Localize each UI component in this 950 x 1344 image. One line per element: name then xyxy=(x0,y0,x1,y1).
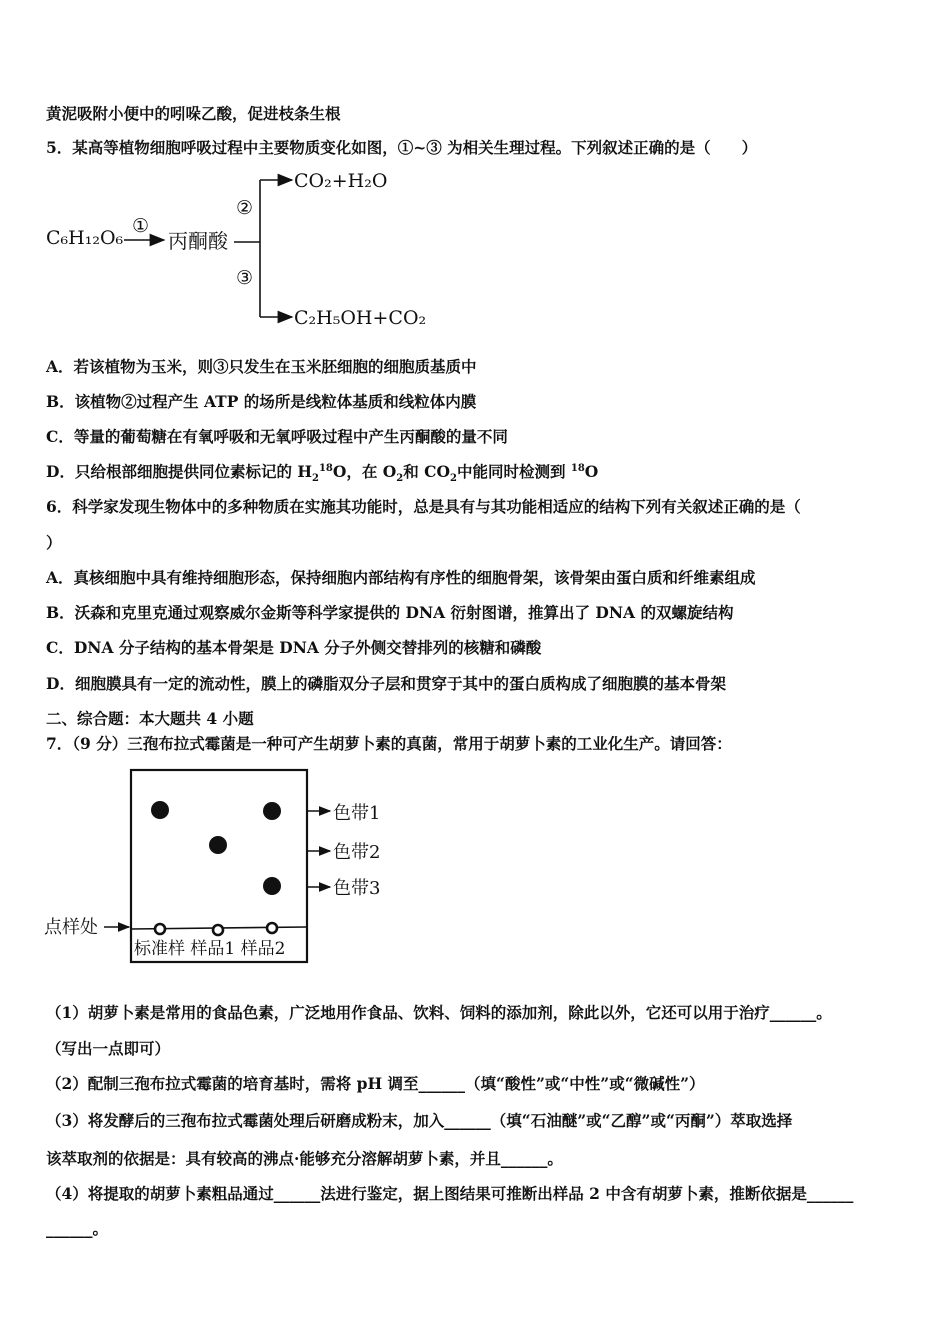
q7-sub3-line1: （3）将发酵后的三孢布拉式霉菌处理后研磨成粉末，加入______（填“石油醚”或“乙醇”或“丙酮”）萃取选择 xyxy=(46,1111,793,1130)
respiration-diagram xyxy=(40,162,440,334)
q6-option-b: B．沃森和克里克通过观察威尔金斯等科学家提供的 DNA 衍射图谱，推算出了 DNA 的双螺旋结构 xyxy=(46,603,734,622)
q5-option-a: A．若该植物为玉米，则③只发生在玉米胚细胞的细胞质基质中 xyxy=(46,357,477,376)
anaerobic-product: C₂H₅OH+CO₂ xyxy=(294,307,427,329)
q5-stem: 5．某高等植物细胞呼吸过程中主要物质变化如图，①~③ 为相关生理过程。下列叙述正确的是（ ） xyxy=(46,138,758,157)
spot-origin-label: 点样处 xyxy=(44,917,98,938)
q7-sub1-line2: （写出一点即可） xyxy=(46,1039,171,1058)
origin-spot-sample1 xyxy=(213,925,223,935)
q7-sub4-line1: （4）将提取的胡萝卜素粗品通过______法进行鉴定，据上图结果可推断出样品 2 中含有胡萝卜素，推断依据是______ xyxy=(46,1184,854,1203)
q7-sub1-line1: （1）胡萝卜素是常用的食品色素，广泛地用作食品、饮料、饲料的添加剂，除此以外，它还可以用于治疗______。 xyxy=(46,1003,832,1022)
q6-option-a: A．真核细胞中具有维持细胞形态，保持细胞内部结构有序性的细胞骨架，该骨架由蛋白质和纤维素组成 xyxy=(46,568,756,587)
band1-label: 色带1 xyxy=(333,803,381,824)
q6-option-d: D．细胞膜具有一定的流动性，膜上的磷脂双分子层和贯穿于其中的蛋白质构成了细胞膜的基本骨架 xyxy=(46,674,726,693)
q7-sub2: （2）配制三孢布拉式霉菌的培育基时，需将 pH 调至______（填“酸性”或“中性”或“微碱性”） xyxy=(46,1074,705,1093)
step2-label: ② xyxy=(236,197,254,219)
lane-labels: 标准样 样品1 样品2 xyxy=(134,939,286,959)
aerobic-product: CO₂+H₂O xyxy=(294,170,388,192)
step3-label: ③ xyxy=(236,267,254,289)
q6-option-c: C．DNA 分子结构的基本骨架是 DNA 分子外侧交替排列的核糖和磷酸 xyxy=(46,638,542,657)
sample2-spot-band3 xyxy=(263,877,281,895)
step1-label: ① xyxy=(132,215,150,237)
section-heading: 二、综合题：本大题共 4 小题 xyxy=(46,709,254,728)
pyruvate-label: 丙酮酸 xyxy=(168,229,228,253)
q6-stem-line1: 6．科学家发现生物体中的多种物质在实施其功能时，总是具有与其功能相适应的结构下列有关叙述正确的是（ xyxy=(46,497,801,516)
q5-option-c: C．等量的葡萄糖在有氧呼吸和无氧呼吸过程中产生丙酮酸的量不同 xyxy=(46,427,508,446)
q7-stem: 7．（9 分）三孢布拉式霉菌是一种可产生胡萝卜素的真菌，常用于胡萝卜素的工业化生产。请回答： xyxy=(46,734,732,753)
sample1-spot-band2 xyxy=(209,836,227,854)
origin-spot-sample2 xyxy=(267,923,277,933)
q7-sub3-line2: 该萃取剂的依据是：具有较高的沸点·能够充分溶解胡萝卜素，并且______。 xyxy=(46,1149,563,1168)
sample2-spot-band1 xyxy=(263,802,281,820)
glucose-label: C₆H₁₂O₆ xyxy=(46,227,124,249)
origin-spot-standard xyxy=(155,924,165,934)
q6-stem-line2: ） xyxy=(46,533,62,552)
q7-sub4-line2: ______。 xyxy=(46,1219,109,1238)
q4-tail: 黄泥吸附小便中的吲哚乙酸，促进枝条生根 xyxy=(46,104,341,123)
q5-option-d: D．只给根部细胞提供同位素标记的 $H_2^{18}O$，在 $O_2$和 $CO_2$中能同时检测到 $^{18}$O xyxy=(46,462,599,485)
q5-option-b: B．该植物②过程产生 ATP 的场所是线粒体基质和线粒体内膜 xyxy=(46,392,477,411)
band2-label: 色带2 xyxy=(333,842,381,863)
standard-spot-band1 xyxy=(151,801,169,819)
chromatography-diagram xyxy=(40,762,400,970)
band3-label: 色带3 xyxy=(333,878,381,899)
